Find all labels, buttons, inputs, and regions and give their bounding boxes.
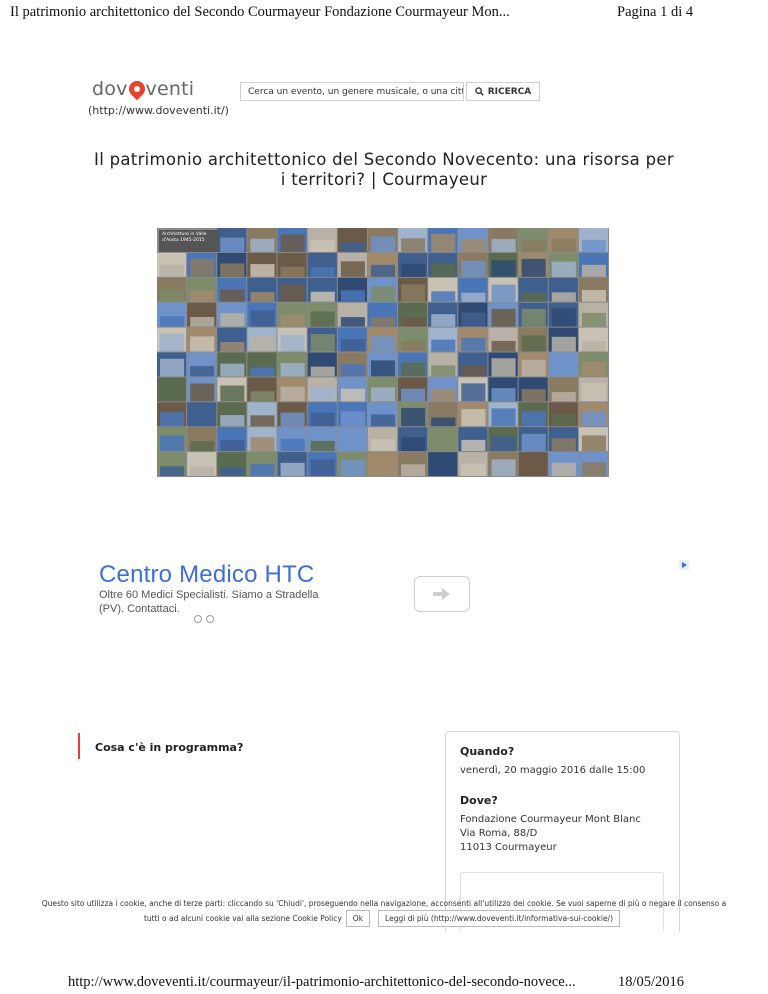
ad-pager-dots[interactable]	[194, 615, 214, 623]
mosaic-tile	[247, 452, 276, 476]
mosaic-tile	[579, 427, 608, 451]
mosaic-tile	[217, 253, 246, 277]
logo-text-end: venti	[145, 78, 195, 100]
mosaic-tile	[398, 278, 427, 302]
where-heading: Dove?	[460, 794, 498, 807]
cookie-text-line1: Questo sito utilizza i cookie, anche di terze parti: cliccando su 'Chiudi', proseguendo nella navigazione, acconsenti all'utilizzo dei cookie. Se vuoi saperne di più o negare il consenso a	[41, 899, 727, 908]
mosaic-tile	[247, 353, 276, 377]
search-input[interactable]	[240, 82, 464, 101]
mosaic-tile	[458, 353, 487, 377]
mosaic-tile	[549, 328, 578, 352]
when-heading: Quando?	[460, 745, 515, 758]
ad-dot-1[interactable]	[194, 615, 202, 623]
mosaic-tile	[157, 452, 186, 476]
mosaic-tile	[519, 228, 548, 252]
mosaic-tile	[368, 452, 397, 476]
mosaic-tile	[398, 328, 427, 352]
mosaic-tile	[187, 353, 216, 377]
mosaic-tile	[278, 303, 307, 327]
mosaic-tile	[458, 427, 487, 451]
program-heading: Cosa c'è in programma?	[95, 741, 244, 754]
mosaic-tile	[549, 253, 578, 277]
mosaic-tile	[398, 228, 427, 252]
mosaic-tile	[338, 402, 367, 426]
mosaic-tile	[247, 402, 276, 426]
cookie-banner	[40, 897, 728, 927]
mosaic-tile	[308, 353, 337, 377]
mosaic-tile	[579, 377, 608, 401]
print-footer-date: 18/05/2016	[618, 974, 685, 990]
mosaic-tile	[368, 253, 397, 277]
mosaic-tile	[458, 377, 487, 401]
mosaic-tile	[519, 377, 548, 401]
mosaic-tile	[519, 278, 548, 302]
mosaic-tile	[519, 427, 548, 451]
map-pin-icon	[125, 78, 148, 101]
mosaic-tile	[217, 228, 246, 252]
mosaic-tile	[579, 253, 608, 277]
mosaic-tile	[278, 253, 307, 277]
mosaic-tile	[398, 402, 427, 426]
mosaic-tile	[488, 377, 517, 401]
mosaic-tile	[338, 427, 367, 451]
mosaic-tile	[338, 328, 367, 352]
mosaic-tile	[187, 402, 216, 426]
mosaic-tile	[217, 427, 246, 451]
mosaic-tile	[217, 377, 246, 401]
mosaic-tile	[338, 278, 367, 302]
search-button-label: RICERCA	[487, 86, 532, 97]
mosaic-tile	[368, 278, 397, 302]
mosaic-tile	[308, 253, 337, 277]
search-icon	[475, 87, 484, 96]
mosaic-tile	[579, 402, 608, 426]
mosaic-tile	[217, 278, 246, 302]
mosaic-tile	[157, 278, 186, 302]
mosaic-tile	[428, 253, 457, 277]
mosaic-tile	[247, 278, 276, 302]
mosaic-tile	[488, 303, 517, 327]
cookie-text-line2-row	[40, 910, 728, 927]
mosaic-tile	[488, 278, 517, 302]
mosaic-tile	[458, 253, 487, 277]
mosaic-tile	[428, 303, 457, 327]
mosaic-tile	[157, 402, 186, 426]
mosaic-tile	[157, 353, 186, 377]
mosaic-tile	[217, 353, 246, 377]
mosaic-tile	[488, 427, 517, 451]
section-accent-bar	[78, 733, 80, 759]
mosaic-tile	[247, 377, 276, 401]
mosaic-tile	[549, 303, 578, 327]
mosaic-tile	[398, 427, 427, 451]
cookie-ok-button[interactable]: Ok	[346, 910, 370, 927]
mosaic-tile	[488, 253, 517, 277]
cookie-more-button[interactable]: Leggi di più (http://www.doveventi.it/informativa-sui-cookie/)	[378, 910, 620, 927]
logo-link-url[interactable]: (http://www.doveventi.it/)	[88, 104, 229, 117]
mosaic-tile	[157, 377, 186, 401]
mosaic-tile	[187, 427, 216, 451]
mosaic-tile	[519, 402, 548, 426]
mosaic-tile	[278, 353, 307, 377]
search-button[interactable]	[466, 82, 540, 101]
mosaic-tile	[187, 253, 216, 277]
mosaic-tile	[458, 452, 487, 476]
mosaic-tile	[398, 253, 427, 277]
mosaic-tile	[519, 353, 548, 377]
mosaic-tile	[549, 452, 578, 476]
mosaic-tile	[308, 377, 337, 401]
page-title: Il patrimonio architettonico del Secondo Novecento: una risorsa per i territori? | Courmayeur	[94, 150, 674, 189]
mosaic-tile	[278, 402, 307, 426]
mosaic-tile	[428, 328, 457, 352]
mosaic-tile	[579, 303, 608, 327]
mosaic-tile	[549, 278, 578, 302]
mosaic-tile	[458, 402, 487, 426]
mosaic-tile	[368, 427, 397, 451]
mosaic-tile	[549, 402, 578, 426]
mosaic-tile	[579, 228, 608, 252]
mosaic-tile	[428, 377, 457, 401]
mosaic-tile	[157, 328, 186, 352]
mosaic-tile	[579, 353, 608, 377]
mosaic-tile	[308, 328, 337, 352]
mosaic-tile	[398, 353, 427, 377]
mosaic-tile	[488, 452, 517, 476]
cookie-text-line2: tutti o ad alcuni cookie vai alla sezione Cookie Policy	[143, 914, 342, 923]
mosaic-tile	[308, 402, 337, 426]
mosaic-tile	[217, 402, 246, 426]
mosaic-tile	[519, 328, 548, 352]
mosaic-tile	[308, 228, 337, 252]
mosaic-tile	[247, 228, 276, 252]
mosaic-tile	[187, 377, 216, 401]
mosaic-tile	[187, 328, 216, 352]
mosaic-tile	[247, 253, 276, 277]
mosaic-tile	[549, 353, 578, 377]
mosaic-tile	[187, 278, 216, 302]
print-header-page: Pagina 1 di 4	[617, 4, 694, 20]
mosaic-tile	[247, 427, 276, 451]
mosaic-tile	[458, 228, 487, 252]
mosaic-tile	[428, 228, 457, 252]
mosaic-tile	[368, 328, 397, 352]
print-header-title: Il patrimonio architettonico del Secondo Courmayeur Fondazione Courmayeur Mon...	[10, 4, 510, 20]
mosaic-tile	[398, 377, 427, 401]
mosaic-tile	[278, 377, 307, 401]
mosaic-tile	[308, 303, 337, 327]
mosaic-tile	[338, 228, 367, 252]
mosaic-tile	[308, 278, 337, 302]
mosaic-tile	[368, 353, 397, 377]
mosaic-tile	[488, 402, 517, 426]
mosaic-tile	[519, 253, 548, 277]
venue-address: Via Roma, 88/D	[460, 828, 538, 839]
mosaic-tile	[338, 452, 367, 476]
mosaic-tile	[458, 328, 487, 352]
venue-city: 11013 Courmayeur	[460, 842, 557, 853]
mosaic-tile	[157, 303, 186, 327]
mosaic-tile	[338, 303, 367, 327]
mosaic-tile	[187, 452, 216, 476]
venue-name[interactable]: Fondazione Courmayeur Mont Blanc	[460, 814, 641, 825]
mosaic-tile	[428, 452, 457, 476]
mosaic-tile	[519, 303, 548, 327]
mosaic-tile	[278, 278, 307, 302]
mosaic-tile	[488, 328, 517, 352]
mosaic-tile	[428, 402, 457, 426]
mosaic-tile	[157, 253, 186, 277]
mosaic-tile	[428, 278, 457, 302]
mosaic-tile	[579, 278, 608, 302]
ad-title[interactable]: Centro Medico HTC	[99, 561, 315, 588]
mosaic-tile	[488, 353, 517, 377]
mosaic-tile	[368, 303, 397, 327]
mosaic-tile	[428, 427, 457, 451]
mosaic-tile	[549, 427, 578, 451]
mosaic-tile	[579, 328, 608, 352]
mosaic-tile	[217, 328, 246, 352]
mosaic-tile	[398, 303, 427, 327]
mosaic-tile	[278, 452, 307, 476]
mosaic-tile	[549, 377, 578, 401]
mosaic-tile	[458, 303, 487, 327]
when-value: venerdì, 20 maggio 2016 dalle 15:00	[460, 765, 646, 776]
mosaic-tile	[428, 353, 457, 377]
mosaic-tile	[368, 377, 397, 401]
mosaic-tile	[308, 427, 337, 451]
ad-description: Oltre 60 Medici Specialisti. Siamo a Stradella (PV). Contattaci.	[99, 589, 319, 615]
print-footer-url: http://www.doveventi.it/courmayeur/il-patrimonio-architettonico-del-secondo-novece...	[68, 974, 576, 990]
mosaic-tile	[519, 452, 548, 476]
mosaic-tile	[368, 228, 397, 252]
logo-text-start: dov	[92, 78, 128, 100]
mosaic-tile	[549, 228, 578, 252]
ad-dot-2[interactable]	[206, 615, 214, 623]
mosaic-tile	[247, 328, 276, 352]
mosaic-tile	[579, 452, 608, 476]
mosaic-tile	[338, 353, 367, 377]
mosaic-tile	[338, 377, 367, 401]
mosaic-tile	[278, 228, 307, 252]
mosaic-tile	[187, 303, 216, 327]
event-poster-image	[157, 228, 609, 477]
mosaic-tile	[278, 427, 307, 451]
doveventi-logo[interactable]	[92, 78, 194, 100]
mosaic-tile	[458, 278, 487, 302]
arrow-right-icon	[433, 588, 451, 600]
mosaic-tile	[488, 228, 517, 252]
mosaic-tile	[157, 427, 186, 451]
ad-arrow-button[interactable]	[414, 576, 470, 612]
mosaic-tile	[247, 303, 276, 327]
mosaic-tile	[368, 402, 397, 426]
mosaic-tile	[308, 452, 337, 476]
mosaic-tile	[338, 253, 367, 277]
mosaic-tile	[217, 303, 246, 327]
mosaic-tile	[398, 452, 427, 476]
mosaic-tile	[217, 452, 246, 476]
adchoices-icon[interactable]	[679, 560, 689, 570]
poster-label: Architetture in Valle d'Aosta 1945-2015	[159, 230, 219, 252]
mosaic-tile	[278, 328, 307, 352]
